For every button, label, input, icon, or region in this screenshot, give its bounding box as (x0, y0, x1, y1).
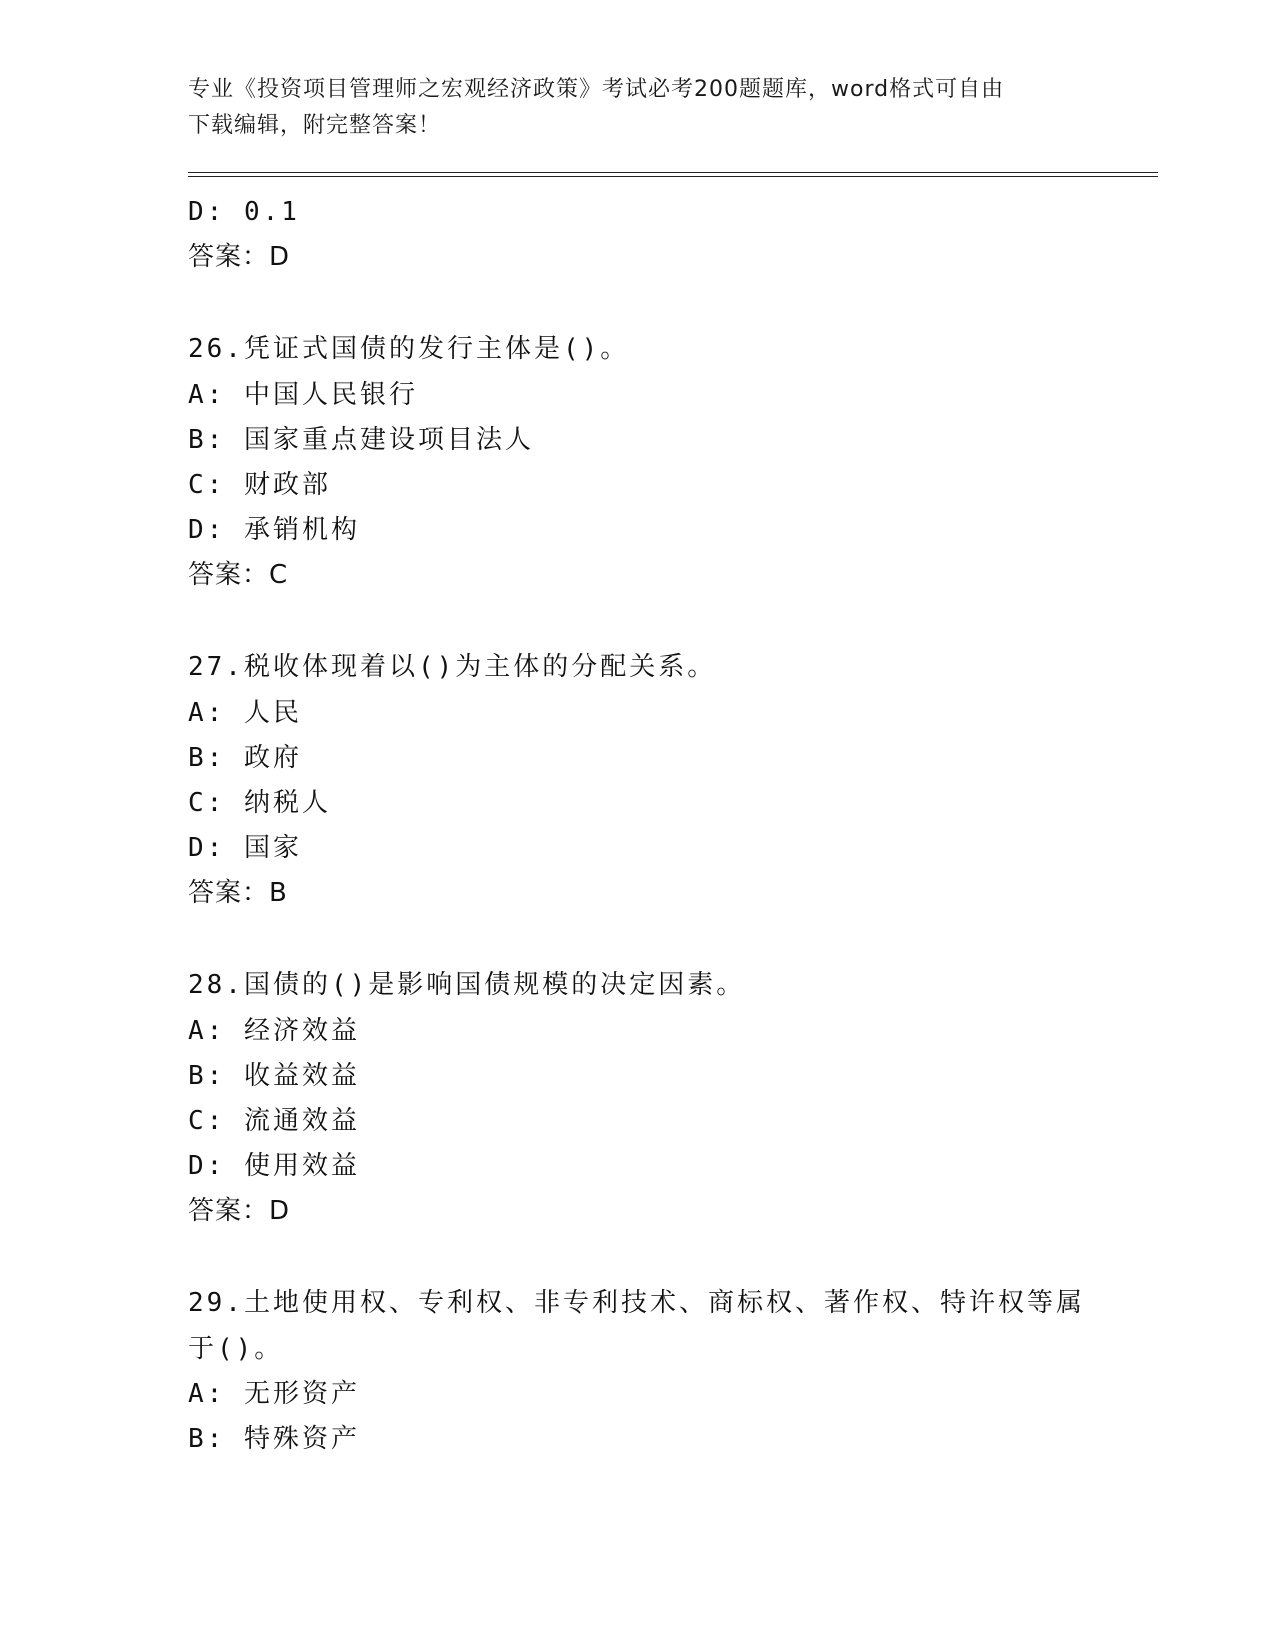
answer: 答案：B (188, 878, 288, 908)
option-b: B: 政府 (188, 743, 302, 773)
option-c: C: 纳税人 (188, 788, 331, 818)
option-a: A: 经济效益 (188, 1016, 360, 1046)
header-rule-top (188, 172, 1158, 173)
question-28 (188, 963, 1148, 1234)
option-b: B: 特殊资产 (188, 1424, 360, 1454)
option-b: B: 收益效益 (188, 1061, 360, 1091)
option-c: C: 流通效益 (188, 1106, 360, 1136)
question-29 (188, 1281, 1148, 1462)
question-stem-line-2: 于()。 (188, 1334, 284, 1364)
question-stem-line-1: 29.土地使用权、专利权、非专利技术、商标权、著作权、特许权等属 (188, 1288, 1085, 1318)
question-stem: 28.国债的()是影响国债规模的决定因素。 (188, 970, 746, 1000)
header-line-1: 专业《投资项目管理师之宏观经济政策》考试必考200题题库，word格式可自由 (188, 77, 1005, 102)
question-27 (188, 645, 1148, 916)
answer: 答案：C (188, 560, 289, 590)
option-d: D: 承销机构 (188, 515, 360, 545)
lead-answer: 答案：D (188, 242, 291, 272)
option-d: D: 使用效益 (188, 1151, 360, 1181)
question-26 (188, 327, 1148, 598)
question-stem: 26.凭证式国债的发行主体是()。 (188, 334, 630, 364)
option-a: A: 中国人民银行 (188, 380, 418, 410)
option-b: B: 国家重点建设项目法人 (188, 425, 534, 455)
option-c: C: 财政部 (188, 470, 331, 500)
question-stem: 27.税收体现着以()为主体的分配关系。 (188, 652, 717, 682)
header-line-2: 下载编辑，附完整答案！ (188, 113, 442, 138)
option-d: D: 国家 (188, 833, 302, 863)
option-a: A: 无形资产 (188, 1379, 360, 1409)
document-header (188, 72, 1088, 144)
header-rule-bottom (188, 176, 1158, 177)
option-a: A: 人民 (188, 698, 302, 728)
lead-option: D: 0.1 (188, 197, 300, 227)
question-list (188, 190, 1148, 1462)
answer: 答案：D (188, 1196, 291, 1226)
